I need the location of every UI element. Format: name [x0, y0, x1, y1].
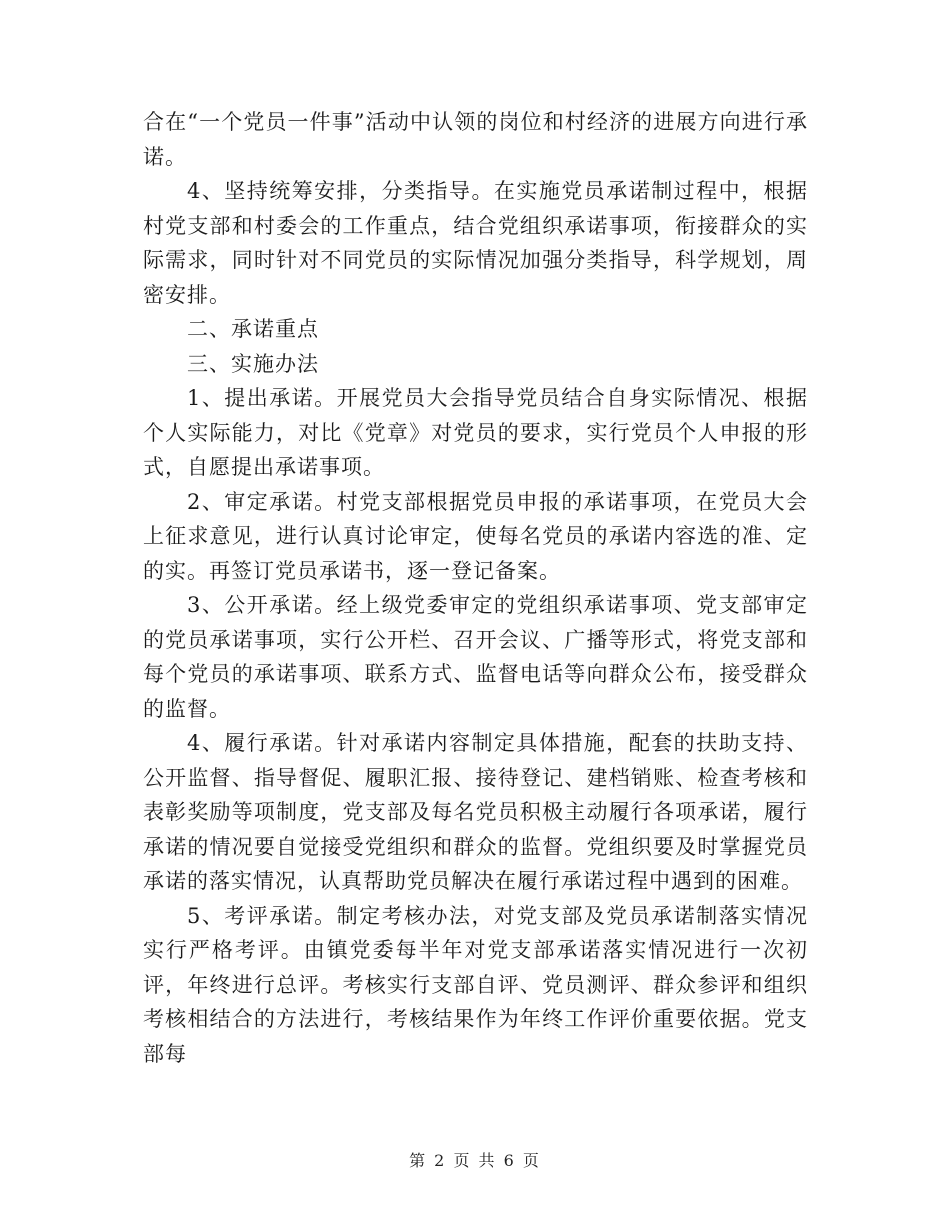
page-number-footer: 第 2 页 共 6 页: [409, 1151, 541, 1170]
paragraph-continuation: 合在“一个党员一件事”活动中认领的岗位和村经济的进展方向进行承诺。: [143, 110, 808, 169]
document-body: [143, 105, 808, 1071]
paragraph-item-4-coordination: 4、坚持统筹安排，分类指导。在实施党员承诺制过程中，根据村党支部和村委会的工作重点，结合党组织承诺事项，衔接群众的实际需求，同时针对不同党员的实际情况加强分类指导，科学规划，周密安排。: [143, 179, 808, 307]
paragraph-item-5-evaluate: 5、考评承诺。制定考核办法，对党支部及党员承诺制落实情况实行严格考评。由镇党委每半年对党支部承诺落实情况进行一次初评，年终进行总评。考核实行支部自评、党员测评、群众参评和组织考核相结合的方法进行，考核结果作为年终工作评价重要依据。党支部每: [143, 903, 808, 1066]
paragraph-item-4-fulfill: 4、履行承诺。针对承诺内容制定具体措施，配套的扶助支持、公开监督、指导督促、履职汇报、接待登记、建档销账、检查考核和表彰奖励等项制度，党支部及每名党员积极主动履行各项承诺，履行承诺的情况要自觉接受党组织和群众的监督。党组织要及时掌握党员承诺的落实情况，认真帮助党员解决在履行承诺过程中遇到的困难。: [143, 731, 808, 893]
paragraph-item-1-propose: 1、提出承诺。开展党员大会指导党员结合自身实际情况、根据个人实际能力，对比《党章》对党员的要求，实行党员个人申报的形式，自愿提出承诺事项。: [143, 386, 808, 479]
section-heading-implementation: 三、实施办法: [187, 351, 319, 376]
paragraph-item-3-publicize: 3、公开承诺。经上级党委审定的党组织承诺事项、党支部审定的党员承诺事项，实行公开栏、召开会议、广播等形式，将党支部和每个党员的承诺事项、联系方式、监督电话等向群众公布，接受群众的监督。: [143, 593, 808, 721]
paragraph-item-2-review: 2、审定承诺。村党支部根据党员申报的承诺事项，在党员大会上征求意见，进行认真讨论审定，使每名党员的承诺内容选的准、定的实。再签订党员承诺书，逐一登记备案。: [143, 489, 808, 583]
section-heading-commitment-focus: 二、承诺重点: [187, 317, 319, 341]
